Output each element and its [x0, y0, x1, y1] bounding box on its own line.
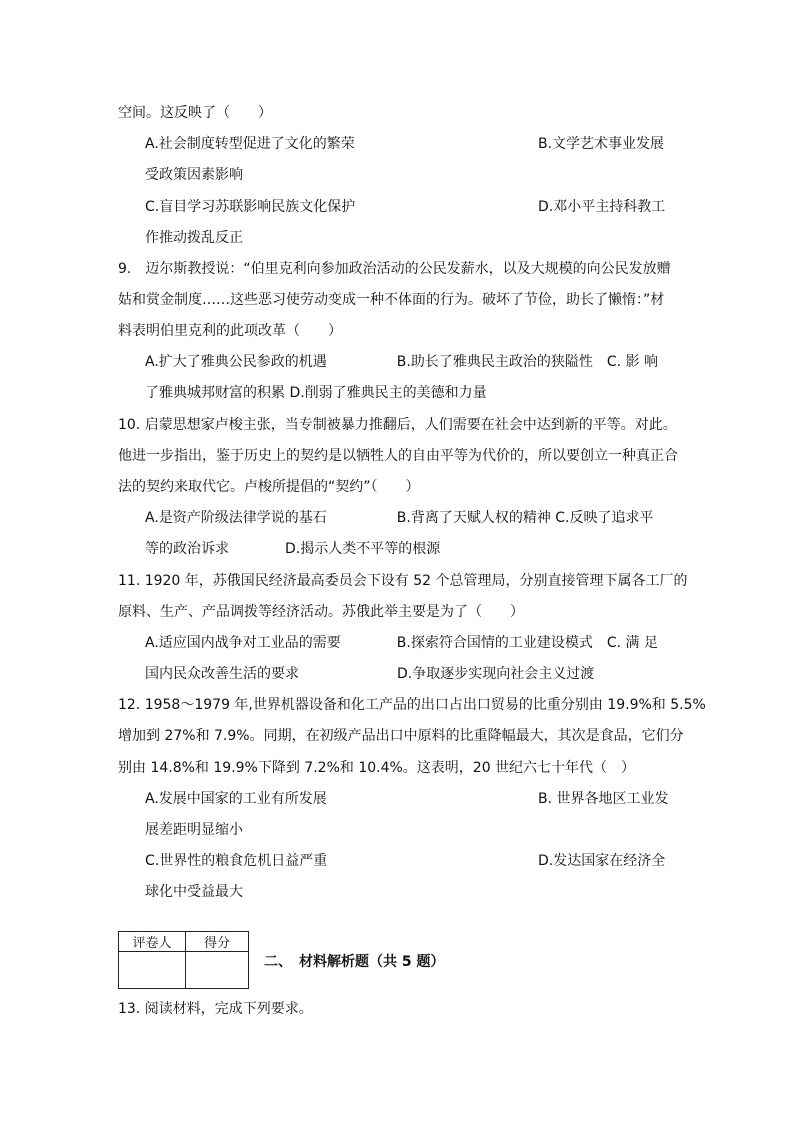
q8-option-b-cont: 受政策因素影响: [145, 167, 243, 183]
q12-option-a: A.发展中国家的工业有所发展: [145, 791, 327, 807]
q9-options: 了雅典城邦财富的积累 D.削弱了雅典民主的美德和力量: [145, 385, 487, 401]
q12-option-b-cont: 展差距明显缩小: [145, 822, 243, 838]
q12-option-d-cont: 球化中受益最大: [145, 884, 243, 900]
q12-option-c: C.世界性的粮食危机日益严重: [145, 853, 328, 869]
score-cell[interactable]: [186, 952, 249, 989]
grader-cell[interactable]: [119, 952, 186, 989]
q11-stem: 11. 1920 年，苏俄国民经济最高委员会下设有 52 个总管理局，分别直接管理下属各工厂的: [118, 573, 688, 589]
q10-stem: 他进一步指出，鉴于历史上的契约是以牺牲人的自由平等为代价的，所以要创立一种真正合: [118, 448, 678, 464]
q8-option-c: C.盲目学习苏联影响民族文化保护: [145, 199, 356, 215]
q8-option-d-cont: 作推动拨乱反正: [145, 230, 243, 246]
q12-stem: 12. 1958～1979 年,世界机器设备和化工产品的出口占出口贸易的比重分别由 19.9%和 5.5%: [118, 697, 706, 713]
q8-option-b: B.文学艺术事业发展: [538, 136, 665, 152]
q10-stem: 10. 启蒙思想家卢梭主张，当专制被暴力推翻后，人们需要在社会中达到新的平等。对此。: [118, 417, 677, 433]
section-title: 二、 材料解析题（共 5 题）: [264, 954, 445, 970]
q9-stem: 姑和赏金制度……这些恶习使劳动变成一种不体面的行为。破坏了节俭，助长了懒惰：”材: [118, 292, 665, 308]
q9-stem: 料表明伯里克利的此项改革（ ）: [118, 323, 342, 339]
q11-options: 国内民众改善生活的要求 D.争取逐步实现向社会主义过渡: [145, 666, 595, 682]
score-table: [118, 931, 249, 989]
q12-option-d: D.发达国家在经济全: [538, 853, 666, 869]
q12-stem: 增加到 27%和 7.9%。同期，在初级产品出口中原料的比重降幅最大，其次是食品，它们分: [118, 728, 684, 744]
q12-option-b: B. 世界各地区工业发: [538, 791, 669, 807]
q8-option-a: A.社会制度转型促进了文化的繁荣: [145, 136, 355, 152]
q8-stem-end: 空间。这反映了（ ）: [118, 105, 272, 121]
q10-stem: 法的契约来取代它。卢梭所提倡的“契约”（ ）: [118, 479, 420, 495]
q11-options: A.适应国内战争对工业品的需要 B.探索符合国情的工业建设模式 C. 满 足: [145, 635, 658, 651]
score-label: 得分: [186, 932, 249, 952]
q10-options: 等的政治诉求 D.揭示人类不平等的根源: [145, 541, 441, 557]
q10-options: A.是资产阶级法律学说的基石 B.背离了天赋人权的精神 C.反映了追求平: [145, 510, 654, 526]
q11-stem: 原料、生产、产品调拨等经济活动。苏俄此举主要是为了（ ）: [118, 604, 524, 620]
q9-options: A.扩大了雅典公民参政的机遇 B.助长了雅典民主政治的狭隘性 C. 影 响: [145, 354, 658, 370]
q13-stem: 13. 阅读材料，完成下列要求。: [118, 1001, 313, 1017]
q8-option-d: D.邓小平主持科教工: [538, 199, 666, 215]
q12-stem: 别由 14.8%和 19.9%下降到 7.2%和 10.4%。这表明，20 世纪六七十年代（ ）: [118, 760, 636, 776]
q9-stem: 9. 迈尔斯教授说：“伯里克利向参加政治活动的公民发薪水，以及大规模的向公民发放赠: [118, 261, 671, 277]
grader-label: 评卷人: [119, 932, 186, 952]
